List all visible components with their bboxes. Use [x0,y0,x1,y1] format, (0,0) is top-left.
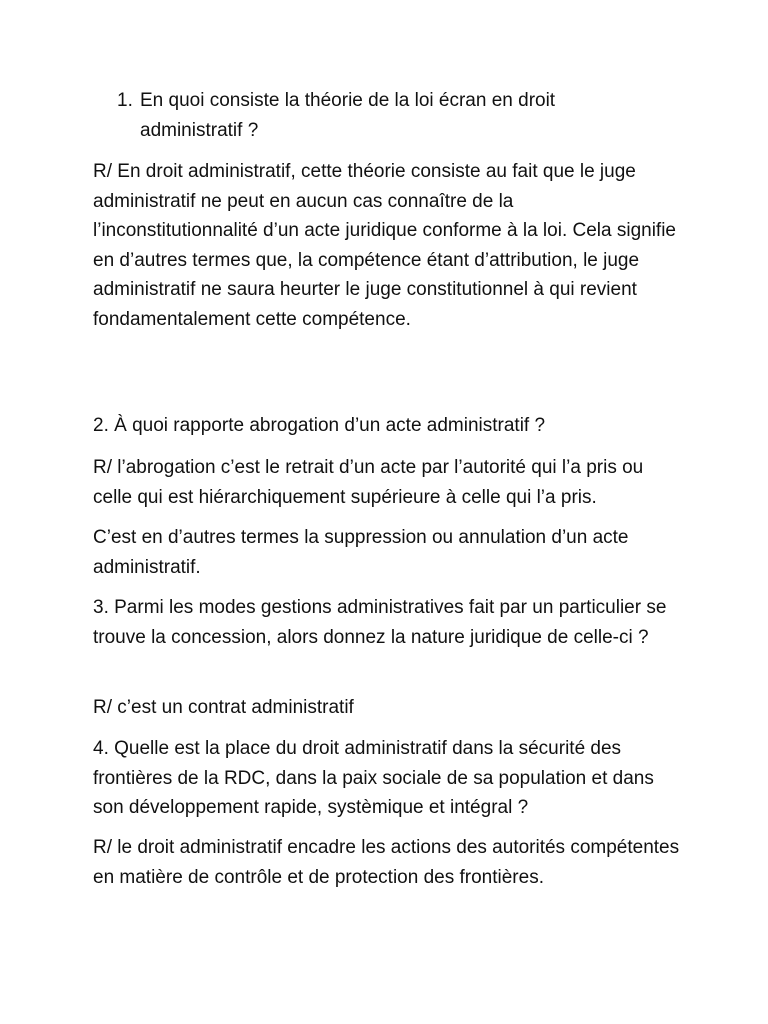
question-3: 3. Parmi les modes gestions administratives fait par un particulier se trouve la concession, alors donnez la nature juridique de celle-ci ? [93,597,667,648]
question-2: 2. À quoi rapporte abrogation d’un acte administratif ? [93,415,546,436]
question-1 [117,86,587,145]
question-1-number: 1. [117,90,133,111]
answer-2-part-1: R/ l’abrogation c’est le retrait d’un acte par l’autorité qui l’a pris ou celle qui est hiérarchiquement supérieure à celle qui l’a pris. [93,457,644,508]
answer-2-part-2: C’est en d’autres termes la suppression ou annulation d’un acte administratif. [93,527,629,578]
answer-3: R/ c’est un contrat administratif [93,697,354,718]
answer-1: R/ En droit administratif, cette théorie consiste au fait que le juge administratif ne peut en aucun cas connaître de la l’inconstitutionnalité d’un acte juridique conforme à la loi. Cela signifie en d’autres termes que, la compétence étant d’attribution, le juge administratif ne saura heurter le juge constitutionnel à qui revient fondamentalement cette compétence. [93,161,676,330]
answer-4: R/ le droit administratif encadre les actions des autorités compétentes en matière de contrôle et de protection des frontières. [93,837,680,888]
question-4: 4. Quelle est la place du droit administratif dans la sécurité des frontières de la RDC, dans la paix sociale de sa population et dans son développement rapide, systèmique et intégral ? [93,738,654,818]
question-1-text: En quoi consiste la théorie de la loi écran en droit administratif ? [140,90,556,141]
